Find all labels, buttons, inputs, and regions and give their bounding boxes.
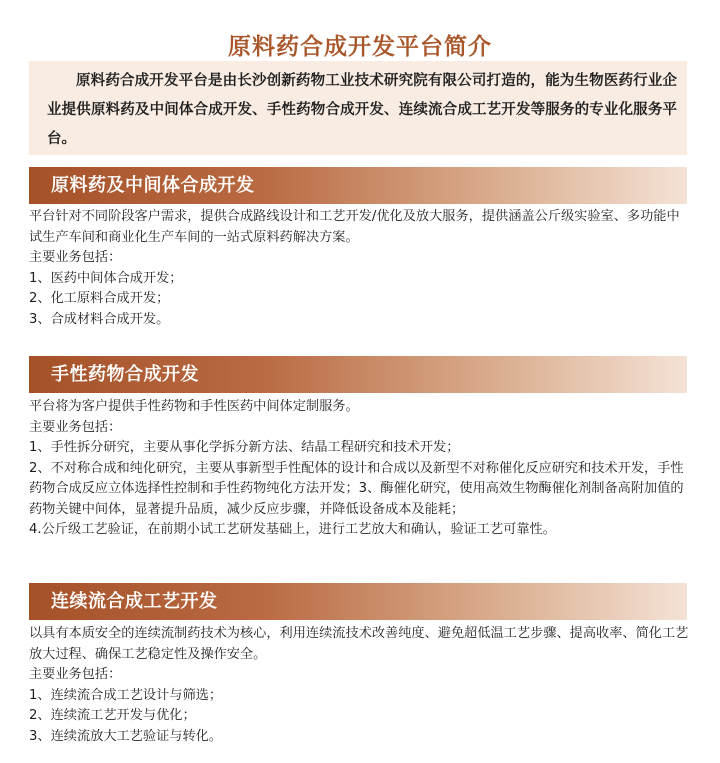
section-description: 以具有本质安全的连续流制药技术为核心，利用连续流技术改善纯度、避免超低温工艺步骤、提高收率、简化工艺放大过程、确保工艺稳定性及操作安全。: [29, 626, 689, 662]
section-body-continuous-flow: [29, 624, 689, 747]
section-heading-api-intermediates: 原料药及中间体合成开发: [29, 167, 687, 204]
list-item: 2、不对称合成和纯化研究，主要从事新型手性配体的设计和合成以及新型不对称催化反应研究和技术开发，手性药物合成反应立体选择性控制和手性药物纯化方法开发；3、酶催化研究，使用高效生物酶催化剂制备高附加值的药物关键中间体，显著提升品质，减少反应步骤，并降低设备成本及能耗；: [29, 460, 684, 517]
business-label: 主要业务包括：: [29, 250, 122, 265]
list-item: 1、连续流合成工艺设计与筛选；: [29, 687, 223, 703]
section-body-chiral-drugs: [29, 397, 689, 541]
section-heading-chiral-drugs: 手性药物合成开发: [29, 356, 687, 393]
section-body-api-intermediates: [29, 207, 689, 330]
list-item: 1、医药中间体合成开发；: [29, 270, 183, 286]
list-item: 2、连续流工艺开发与优化；: [29, 708, 196, 723]
intro-paragraph: 原料药合成开发平台是由长沙创新药物工业技术研究院有限公司打造的，能为生物医药行业企业提供原料药及中间体合成开发、手性药物合成开发、连续流合成工艺开发等服务的专业化服务平台。: [29, 61, 687, 155]
section-description: 平台针对不同阶段客户需求，提供合成路线设计和工艺开发/优化及放大服务，提供涵盖公斤级实验室、多功能中试生产车间和商业化生产车间的一站式原料药解决方案。: [29, 209, 680, 245]
section-heading-continuous-flow: 连续流合成工艺开发: [29, 583, 687, 620]
list-item: 3、合成材料合成开发。: [29, 311, 170, 327]
list-item: 3、连续流放大工艺验证与转化。: [29, 728, 223, 744]
list-item: 2、化工原料合成开发；: [29, 291, 170, 306]
business-label: 主要业务包括：: [29, 419, 122, 435]
list-item: 1、手性拆分研究，主要从事化学拆分新方法、结晶工程研究和技术开发；: [29, 440, 460, 455]
list-item: 4.公斤级工艺验证，在前期小试工艺研发基础上，进行工艺放大和确认，验证工艺可靠性。: [29, 522, 556, 537]
section-description: 平台将为客户提供手性药物和手性医药中间体定制服务。: [29, 399, 359, 414]
page-title: 原料药合成开发平台简介: [228, 34, 492, 60]
business-label: 主要业务包括：: [29, 667, 122, 682]
